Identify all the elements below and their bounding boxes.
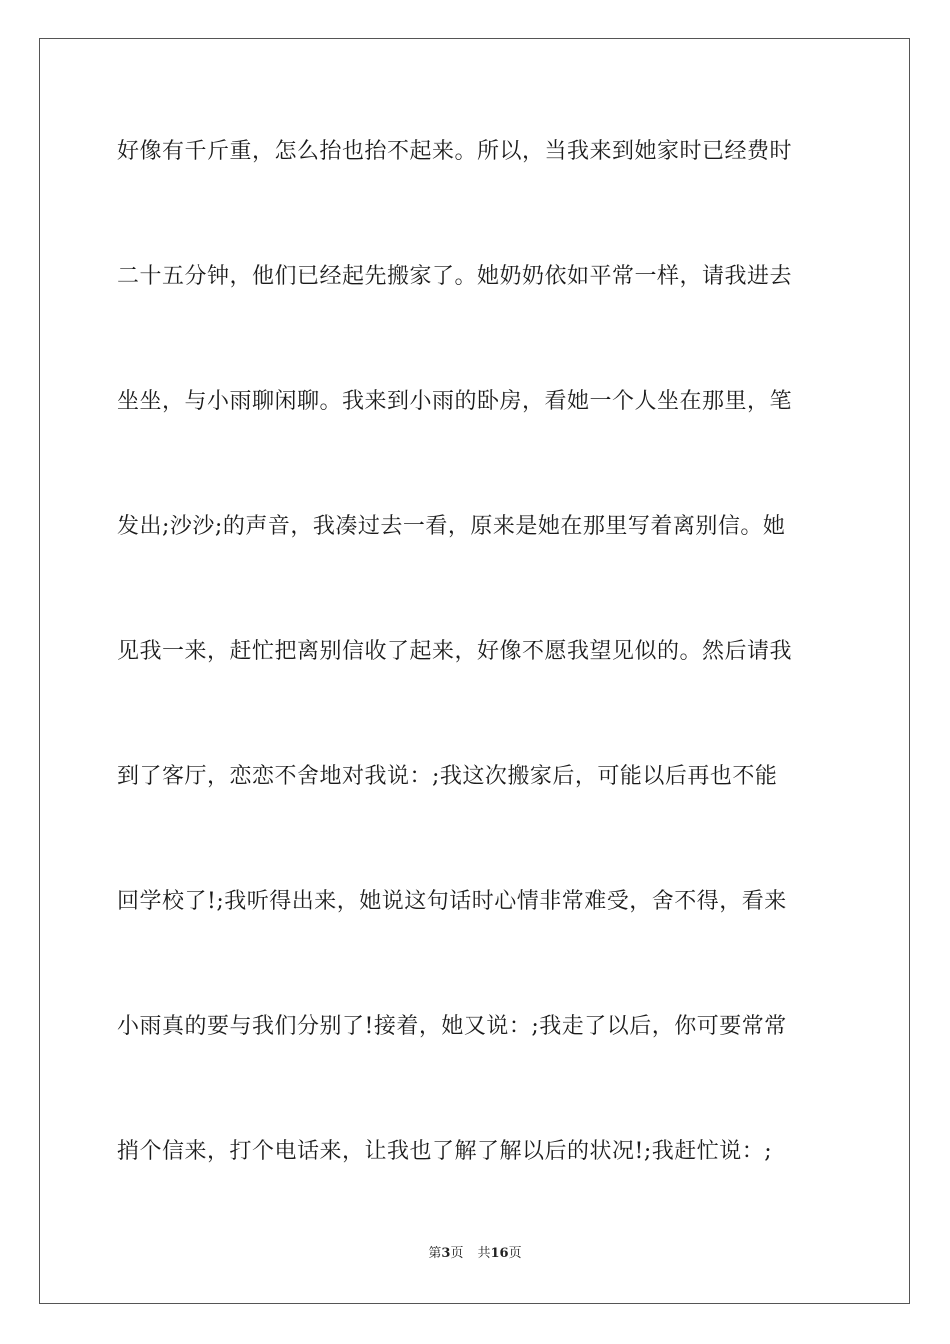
body-text-line: 回学校了!;我听得出来，她说这句话时心情非常难受，舍不得，看来 [117, 889, 787, 914]
body-text-line: 到了客厅，恋恋不舍地对我说：;我这次搬家后，可能以后再也不能 [117, 764, 778, 789]
body-text-line: 二十五分钟，他们已经起先搬家了。她奶奶依如平常一样，请我进去 [117, 264, 793, 289]
body-text-line: 见我一来，赶忙把离别信收了起来，好像不愿我望见似的。然后请我 [117, 639, 793, 664]
body-text-line: 小雨真的要与我们分别了!接着，她又说：;我走了以后，你可要常常 [117, 1014, 787, 1039]
body-text-line: 好像有千斤重，怎么抬也抬不起来。所以，当我来到她家时已经费时 [117, 139, 793, 164]
page-footer [0, 1245, 950, 1263]
body-text-line: 坐坐，与小雨聊闲聊。我来到小雨的卧房，看她一个人坐在那里，笔 [117, 389, 793, 414]
page-number: 第3页 [428, 1246, 464, 1261]
page-total: 共16页 [477, 1246, 522, 1261]
page-border [39, 38, 910, 1304]
body-text-line: 发出;沙沙;的声音，我凑过去一看，原来是她在那里写着离别信。她 [117, 514, 786, 539]
body-text-line: 捎个信来，打个电话来，让我也了解了解以后的状况!;我赶忙说：; [117, 1139, 773, 1164]
